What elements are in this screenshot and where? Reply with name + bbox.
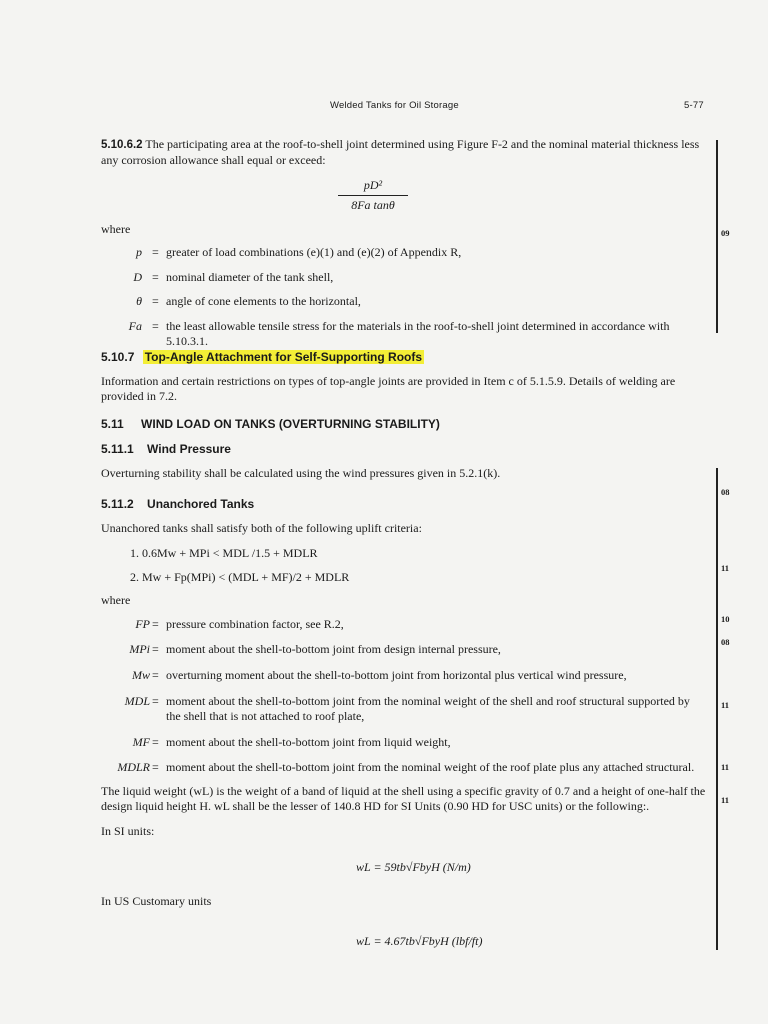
margin-note: 11 (721, 700, 730, 710)
section-number-5-11: 5.11 (101, 417, 124, 431)
si-liquid-weight-formula: wL = 59tb√FbyH (N/m) (356, 860, 471, 874)
equals-sign: = (152, 668, 159, 682)
equals-sign: = (152, 294, 159, 308)
us-liquid-weight-formula: wL = 4.67tb√FbyH (lbf/ft) (356, 934, 483, 948)
equals-sign: = (152, 245, 159, 259)
section-title-5-11: WIND LOAD ON TANKS (OVERTURNING STABILITY) (141, 417, 440, 431)
revision-bar (716, 140, 718, 333)
equals-sign: = (152, 319, 159, 333)
section-number-5-10-6-2: 5.10.6.2 (101, 139, 143, 151)
def-symbol-Mw: Mw (132, 668, 150, 682)
def-text-MF: moment about the shell-to-bottom joint from liquid weight, (166, 735, 451, 749)
section-number-5-11-1: 5.11.1 (101, 442, 134, 456)
heading-5-10-7 (101, 350, 424, 364)
def-text-D: nominal diameter of the tank shell, (166, 270, 334, 284)
page-number: 5-77 (684, 100, 704, 111)
margin-note: 08 (721, 487, 730, 497)
def-text-MDLR: moment about the shell-to-bottom joint from the nominal weight of the roof plate plus any attached structural. (166, 760, 695, 774)
def-symbol-Fa: Fa (128, 319, 142, 333)
equals-sign: = (152, 617, 159, 631)
margin-note: 11 (721, 563, 730, 573)
def-symbol-MPi: MPi (129, 642, 150, 656)
where-label-2: where (101, 593, 131, 607)
liquid-weight-text: The liquid weight (wL) is the weight of a band of liquid at the shell using a specific gravity of 0.7 and a height of one-half the design liquid height H. wL shall be the lesser of 140.8 HD for SI Units (0.90 HD for USC units) or the following:. (101, 784, 706, 813)
para-5-11-2-text: Unanchored tanks shall satisfy both of the following uplift criteria: (101, 521, 422, 535)
heading-5-11-1 (101, 442, 231, 456)
def-symbol-D: D (133, 270, 142, 284)
def-text-Mw: overturning moment about the shell-to-bottom joint from horizontal plus vertical wind pressure, (166, 668, 627, 682)
para-5-11-1-text: Overturning stability shall be calculated using the wind pressures given in 5.2.1(k). (101, 466, 501, 480)
uplift-criterion-1: 1. 0.6Mw + MPi < MDL /1.5 + MDLR (130, 546, 318, 560)
margin-note: 09 (721, 228, 730, 238)
equals-sign: = (152, 760, 159, 774)
uplift-criterion-2: 2. Mw + Fp(MPi) < (MDL + MF)/2 + MDLR (130, 570, 350, 584)
para-5-10-7-text: Information and certain restrictions on types of top-angle joints are provided in Item c of 5.1.5.9. Details of welding are provided in 7.2. (101, 374, 676, 403)
heading-5-11 (101, 417, 440, 431)
margin-note: 11 (721, 762, 730, 772)
running-header-title: Welded Tanks for Oil Storage (330, 100, 459, 111)
si-units-label: In SI units: (101, 824, 155, 838)
section-number-5-11-2: 5.11.2 (101, 497, 134, 511)
def-text-Fa: the least allowable tensile stress for the materials in the roof-to-shell joint determined in accordance with 5.10.3.1. (166, 319, 670, 348)
formula-participating-area (338, 178, 408, 213)
equals-sign: = (152, 735, 159, 749)
where-label-1: where (101, 222, 131, 236)
equals-sign: = (152, 270, 159, 284)
formula-numerator: pD² (363, 178, 383, 192)
margin-note: 11 (721, 795, 730, 805)
para-5-10-6-2 (101, 137, 708, 168)
margin-note: 10 (721, 614, 730, 624)
section-title-5-11-2: Unanchored Tanks (147, 497, 255, 511)
def-symbol-p: p (136, 245, 142, 259)
def-symbol-MF: MF (132, 735, 150, 749)
def-symbol-MDLR: MDLR (117, 760, 150, 774)
def-text-FP: pressure combination factor, see R.2, (166, 617, 344, 631)
def-symbol-FP: FP (135, 617, 150, 631)
section-number-5-10-7: 5.10.7 (101, 350, 135, 364)
section-title-5-10-7: Top-Angle Attachment for Self-Supporting Roofs (144, 350, 423, 364)
def-symbol-theta: θ (136, 294, 142, 308)
def-symbol-MDL: MDL (124, 694, 150, 708)
equals-sign: = (152, 642, 159, 656)
def-text-p: greater of load combinations (e)(1) and (e)(2) of Appendix R, (166, 245, 462, 259)
heading-5-11-2 (101, 497, 254, 511)
def-text-MDL: moment about the shell-to-bottom joint from the nominal weight of the shell and roof structural supported by the shell that is not attached to roof plate, (166, 694, 690, 723)
revision-bar (716, 468, 718, 950)
def-text-theta: angle of cone elements to the horizontal, (166, 294, 361, 308)
equals-sign: = (152, 694, 159, 708)
section-title-5-11-1: Wind Pressure (147, 442, 231, 456)
formula-denominator: 8Fa tanθ (351, 198, 395, 212)
us-units-label: In US Customary units (101, 894, 212, 908)
def-text-MPi: moment about the shell-to-bottom joint from design internal pressure, (166, 642, 501, 656)
para-5-10-6-2-text: The participating area at the roof-to-shell joint determined using Figure F-2 and the nominal material thickness less any corrosion allowance shall equal or exceed: (101, 137, 700, 167)
margin-note: 08 (721, 637, 730, 647)
